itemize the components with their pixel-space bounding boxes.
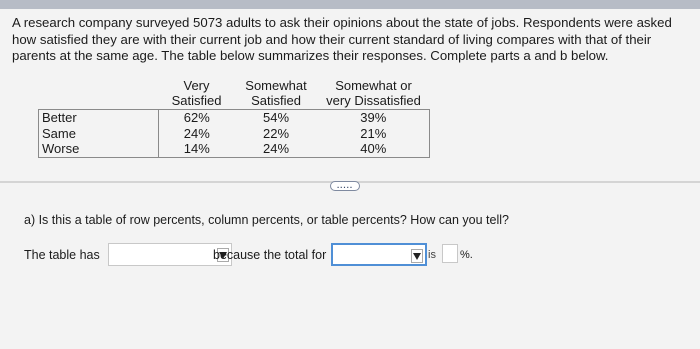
header-somewhat-satisfied — [235, 78, 318, 110]
row-label: Same — [39, 126, 159, 142]
expand-more-button[interactable] — [330, 181, 360, 191]
table-row — [39, 126, 430, 142]
table-cell: 21% — [318, 126, 430, 142]
header-line: very Dissatisfied — [326, 93, 421, 108]
table-cell: 14% — [159, 141, 235, 157]
percent-sign: %. — [460, 249, 473, 261]
is-label: is — [428, 249, 436, 261]
survey-table — [38, 78, 430, 158]
percent-input[interactable] — [442, 244, 458, 263]
answer-middle: because the total for — [213, 248, 327, 262]
total-for-dropdown[interactable] — [331, 243, 427, 266]
question-intro: A research company surveyed 5073 adults to ask their opinions about the state of jobs. Respondents were asked how satisfied they are with their current job and how their current standard of living compares with that of their parents at the same age. The table below summarizes their responses. Complete parts a and b below. — [12, 15, 672, 63]
table-cell: 24% — [235, 141, 318, 157]
table-cell: 22% — [262, 125, 290, 141]
table-cell: 54% — [235, 110, 318, 126]
chevron-down-icon — [411, 249, 423, 263]
table-row — [39, 110, 430, 126]
table-cell: 62% — [159, 110, 235, 126]
header-very-satisfied — [159, 78, 235, 110]
table-header-row — [39, 78, 430, 110]
table-cell: 39% — [318, 110, 430, 126]
top-bar — [0, 0, 700, 9]
row-label: Worse — [39, 141, 159, 157]
header-line: Satisfied — [251, 93, 301, 108]
header-line: Somewhat — [245, 78, 307, 93]
part-a-answer-row — [24, 243, 684, 267]
row-label: Better — [39, 110, 159, 126]
header-empty-cell — [39, 78, 159, 110]
table-row — [39, 141, 430, 157]
answer-prefix: The table has — [24, 248, 100, 262]
more-label: ..... — [336, 181, 354, 190]
header-dissatisfied — [318, 78, 430, 110]
header-line: Satisfied — [171, 93, 222, 108]
table-cell: 24% — [159, 126, 235, 142]
table-cell: 40% — [318, 141, 430, 157]
header-line: Very — [183, 78, 210, 93]
part-a-prompt: a) Is this a table of row percents, column percents, or table percents? How can you tell? — [24, 213, 509, 227]
header-line: Somewhat or — [335, 78, 412, 93]
